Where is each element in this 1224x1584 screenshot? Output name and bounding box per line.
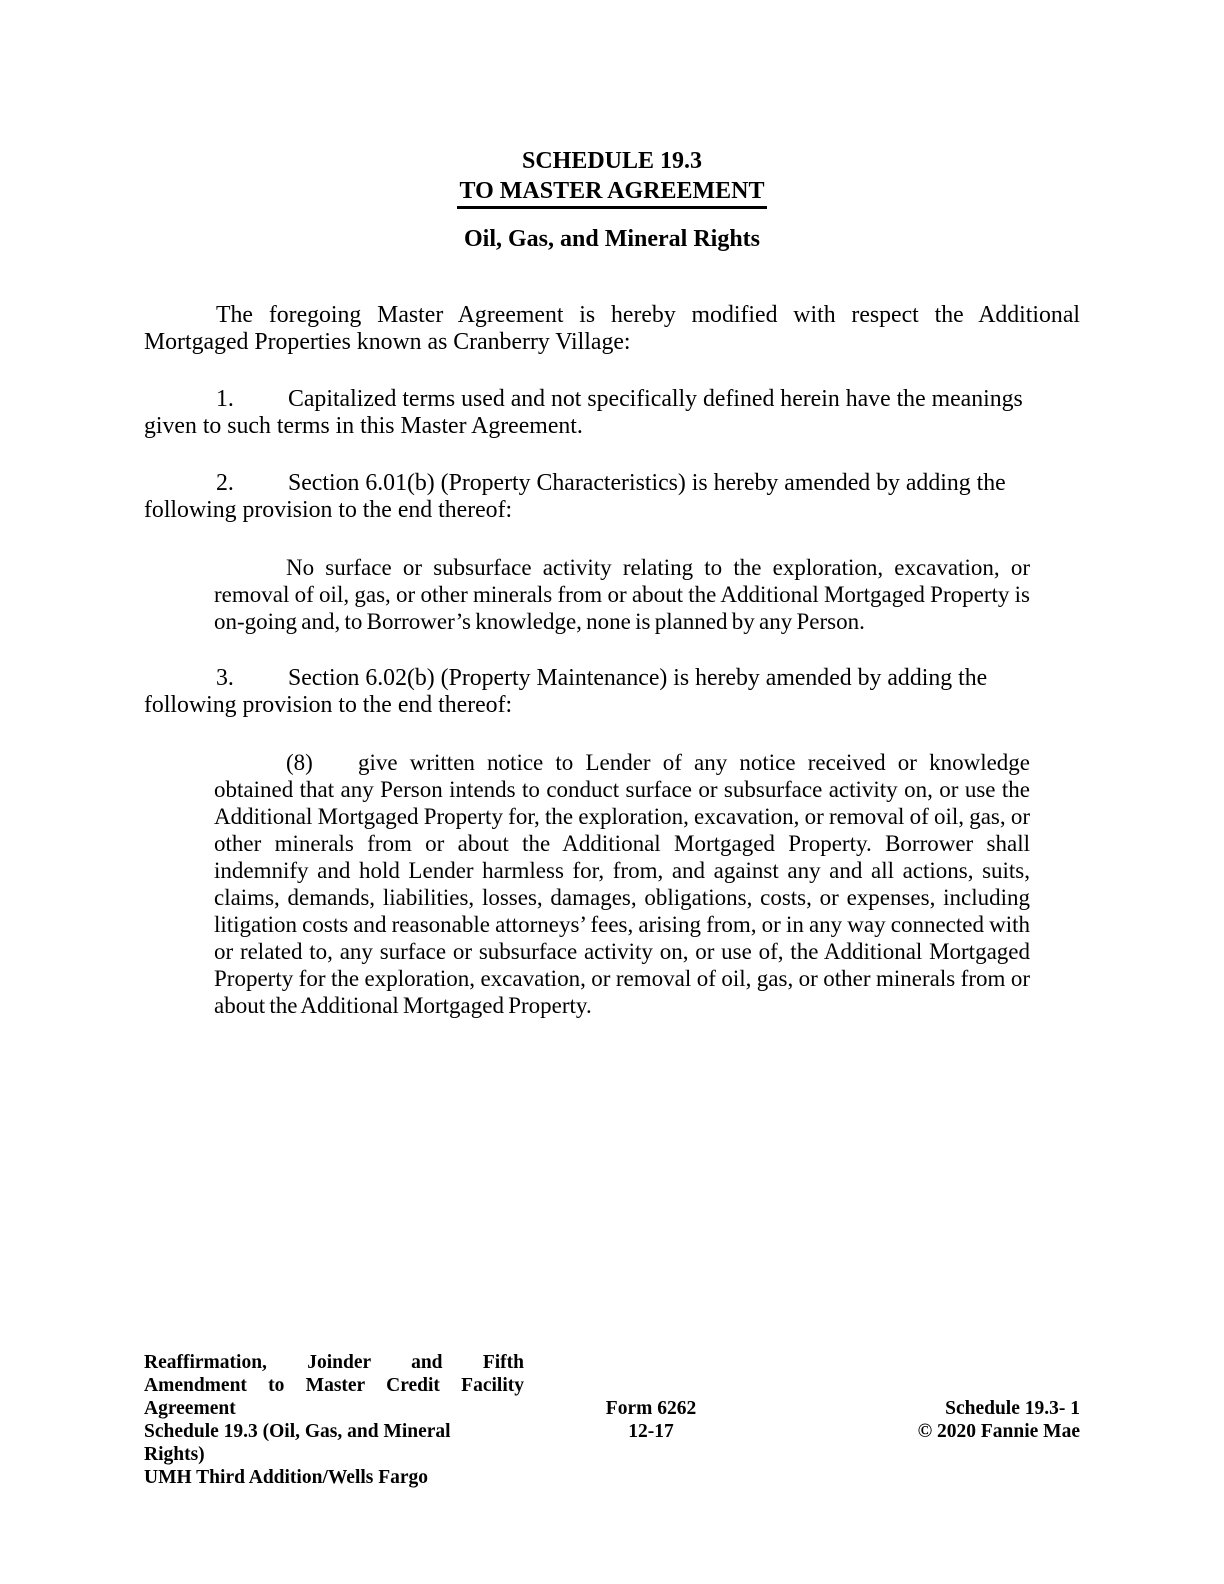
footer-left-line: UMH Third Addition/Wells Fargo (144, 1467, 429, 1488)
footer-left-line: Amendment to Master Credit Facility (144, 1375, 524, 1396)
page-footer (144, 1351, 1080, 1489)
footer-left-line: Agreement (144, 1398, 236, 1419)
blockquote-no-surface-activity: No surface or subsurface activity relating to the exploration, excavation, or removal of oil, gas, or other minerals from or about the Additional Mortgaged Property is on-going and, to Borrower’s knowledge, none is planned by any Person. (214, 555, 1030, 634)
paragraph-2-number: 2. (216, 470, 234, 496)
document-subtitle: Oil, Gas, and Mineral Rights (463, 226, 761, 252)
numbered-paragraph-3 (144, 665, 1080, 719)
document-body (144, 146, 1080, 1019)
footer-left-line: Schedule 19.3 (Oil, Gas, and Mineral (144, 1421, 451, 1442)
paragraph-1-text: Capitalized terms used and not specifically defined herein have the meanings given to such terms in this Master Agreement. (144, 386, 1023, 439)
paragraph-2-text: Section 6.01(b) (Property Characteristics) is hereby amended by adding the following provision to the end thereof: (144, 470, 1006, 523)
footer-left-line: Rights) (144, 1444, 205, 1465)
blockquote-provision-number: (8) (286, 750, 313, 775)
footer-form-line: Form 6262 (605, 1398, 697, 1419)
paragraph-3-number: 3. (216, 665, 234, 691)
blockquote-notice-provision (214, 749, 1030, 1019)
footer-left-line: Reaffirmation, Joinder and Fifth (144, 1352, 524, 1373)
footer-document-identifier (144, 1351, 524, 1489)
intro-paragraph: The foregoing Master Agreement is hereby modified with respect the Additional Mortgaged Properties known as Cranberry Village: (144, 302, 1080, 355)
footer-schedule-page: Schedule 19.3- 1 (945, 1398, 1080, 1419)
footer-form-date: 12-17 (628, 1421, 674, 1442)
paragraph-3-text: Section 6.02(b) (Property Maintenance) is hereby amended by adding the following provision to the end thereof: (144, 665, 988, 718)
numbered-paragraph-1 (144, 386, 1080, 440)
schedule-title: SCHEDULE 19.3 (521, 148, 703, 174)
numbered-paragraph-2 (144, 470, 1080, 524)
footer-copyright: © 2020 Fannie Mae (917, 1421, 1080, 1442)
master-agreement-title-text: TO MASTER AGREEMENT (457, 178, 768, 209)
footer-form-number (524, 1351, 778, 1489)
master-agreement-title (144, 176, 1080, 206)
blockquote-provision-text: give written notice to Lender of any notice received or knowledge obtained that any Person intends to conduct surface or subsurface activity on, or use the Additional Mortgaged Property for, the exploration, excavation, or removal of oil, gas, or other minerals from or about the Additional Mortgaged Property. Borrower shall indemnify and hold Lender harmless for, from, and against any and all actions, suits, claims, demands, liabilities, losses, damages, obligations, costs, or expenses, including litigation costs and reasonable attorneys’ fees, arising from, or in any way connected with or related to, any surface or subsurface activity on, or use of, the Additional Mortgaged Property for the exploration, excavation, or removal of oil, gas, or other minerals from or about the Additional Mortgaged Property. (214, 750, 1030, 1018)
paragraph-1-number: 1. (216, 386, 234, 412)
footer-page-reference (778, 1351, 1080, 1489)
